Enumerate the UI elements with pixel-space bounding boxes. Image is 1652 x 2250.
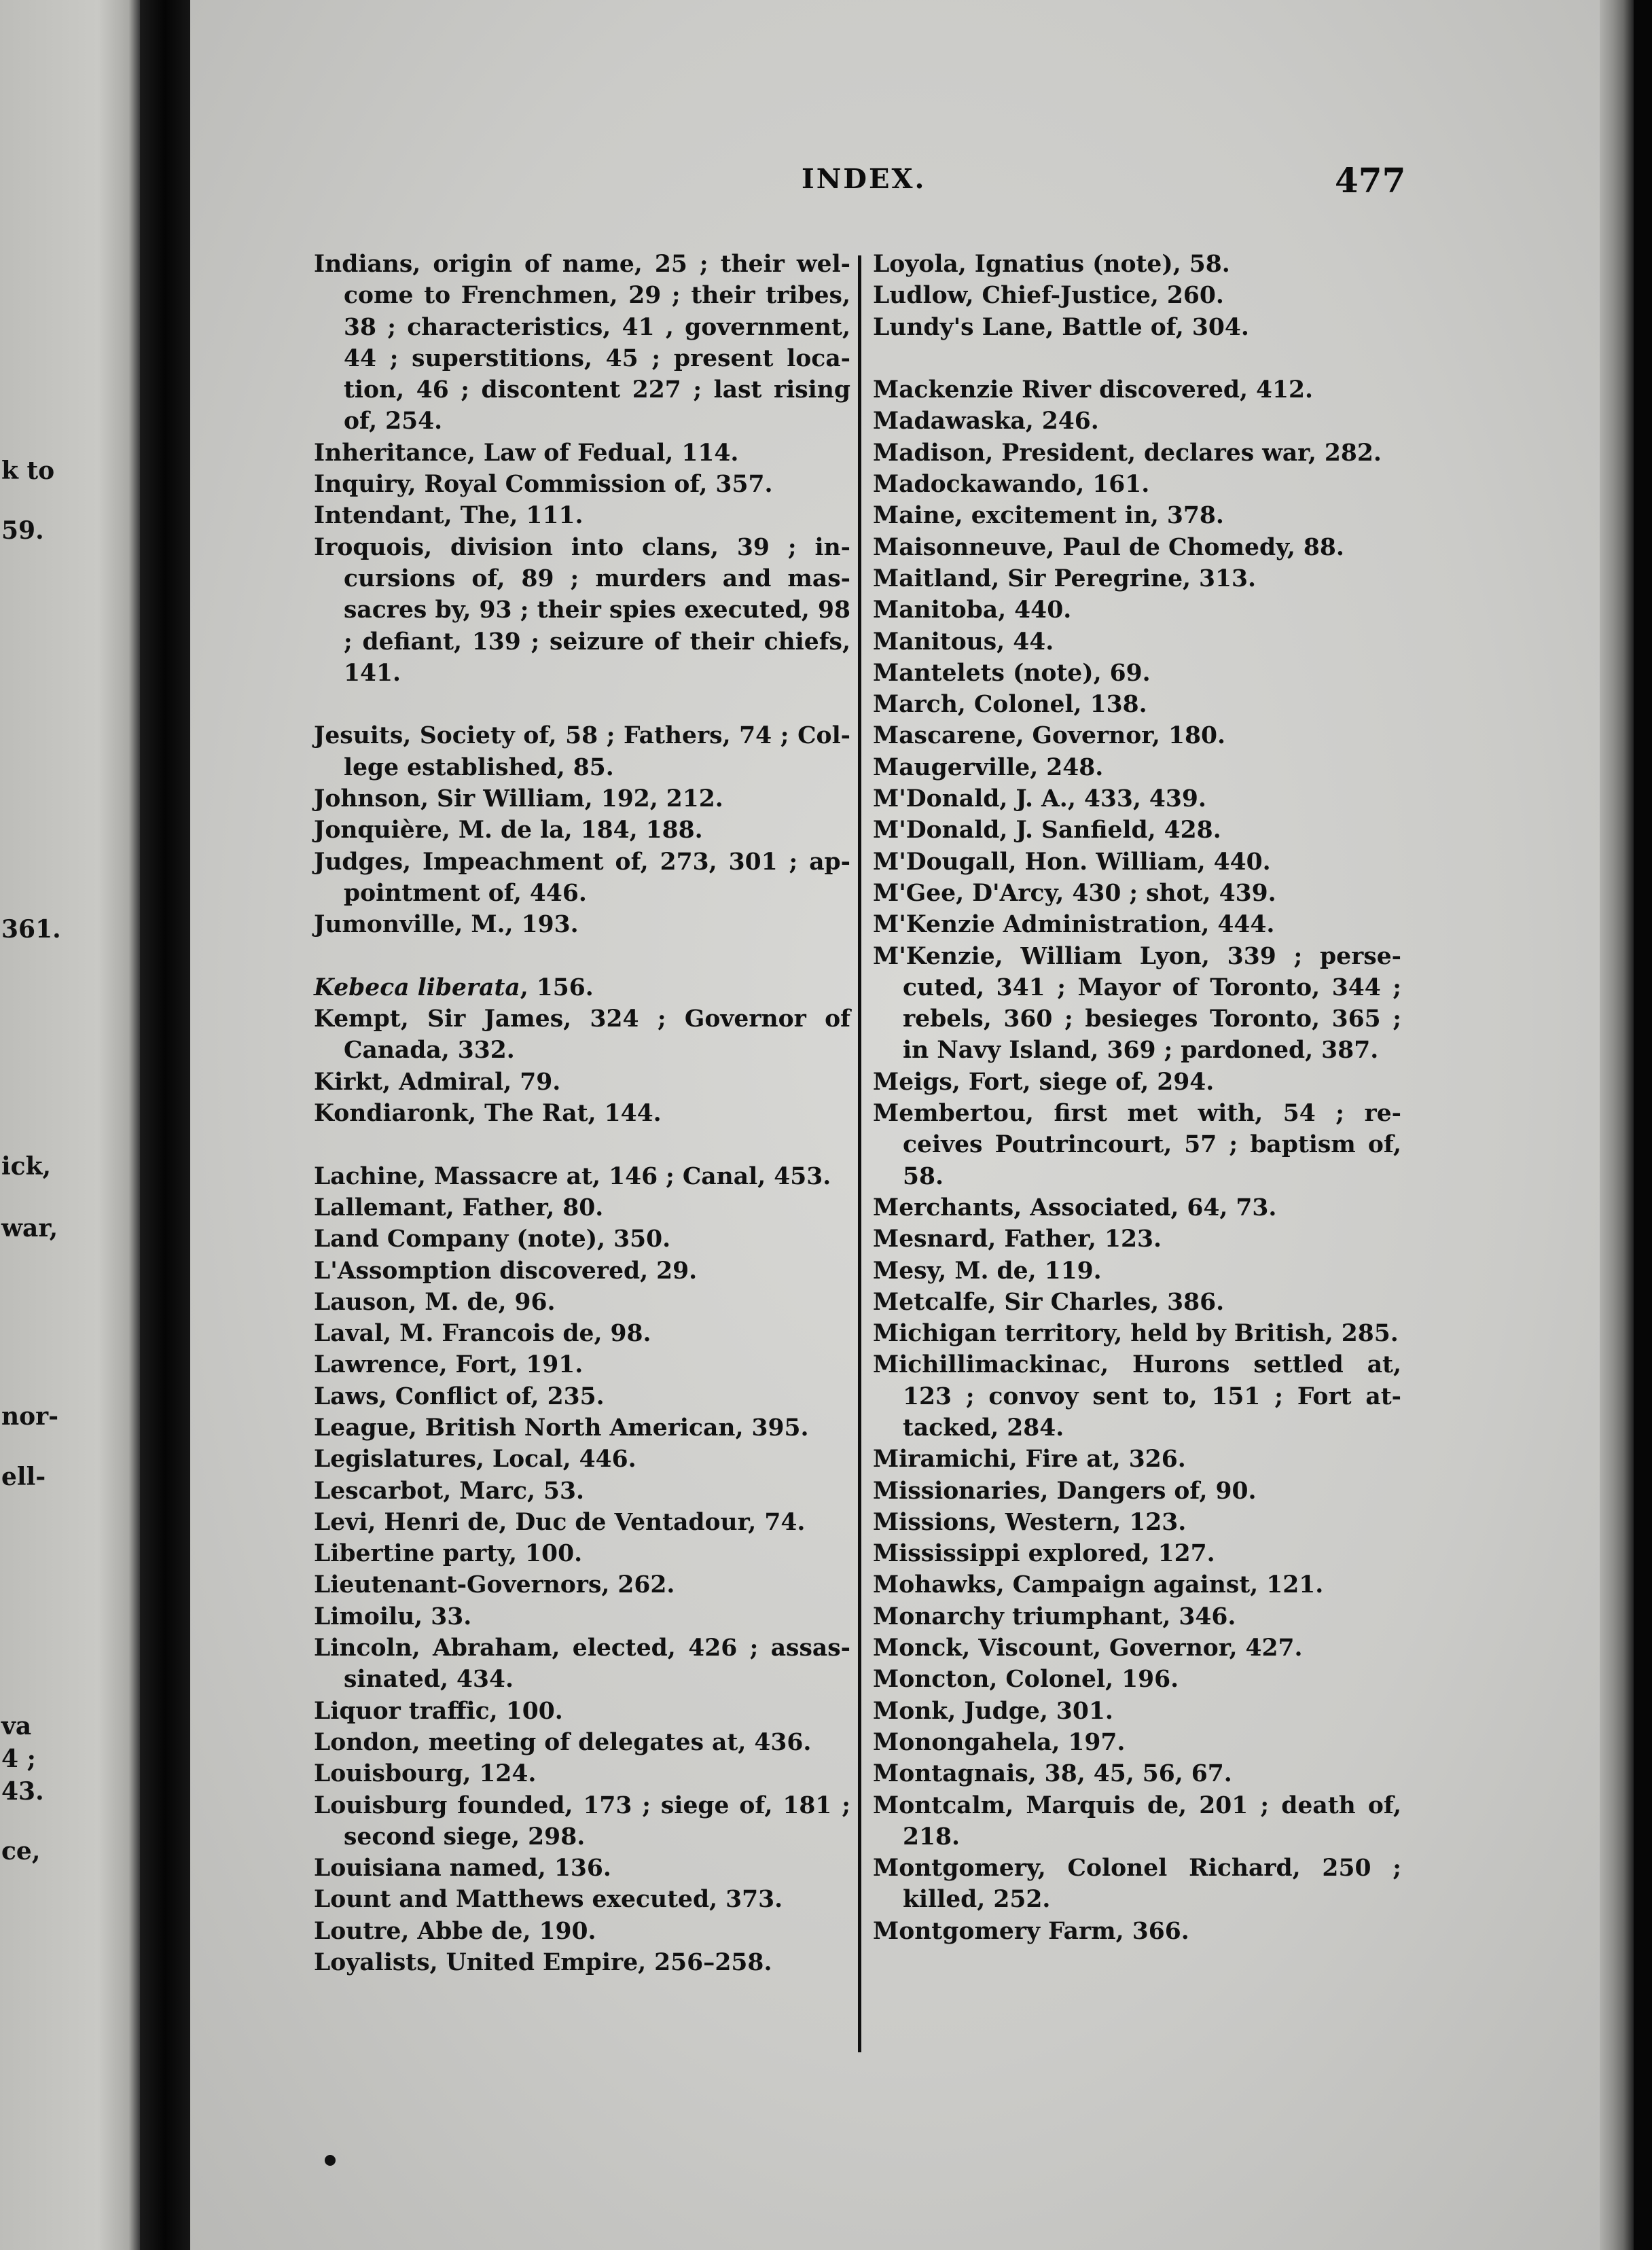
index-entry-text: League, British North American, 395. (314, 1414, 809, 1442)
index-entry (314, 532, 850, 689)
index-entry (314, 1569, 850, 1601)
index-entry-text: Kondiaronk, The Rat, 144. (314, 1100, 662, 1128)
index-entry (873, 720, 1401, 751)
index-entry-text: M'Donald, J. A., 433, 439. (873, 785, 1206, 813)
index-entry-text: Liquor traffic, 100. (314, 1697, 563, 1725)
index-entry-text: Louisiana named, 136. (314, 1855, 611, 1882)
index-entry-text: L'Assomption discovered, 29. (314, 1257, 698, 1285)
index-entry-text: Legislatures, Local, 446. (314, 1446, 636, 1474)
index-entry (873, 406, 1401, 437)
index-entry-text: Missions, Western, 123. (873, 1508, 1187, 1536)
index-entry-text: Laws, Conflict of, 235. (314, 1382, 605, 1410)
index-entry-text: Lallemant, Father, 80. (314, 1194, 604, 1221)
index-entry (873, 1790, 1401, 1853)
index-entry-text: Ludlow, Chief-Justice, 260. (873, 282, 1224, 310)
index-entry-text: Madawaska, 246. (873, 408, 1099, 435)
index-entry-text: Monarchy triumphant, 346. (873, 1603, 1236, 1630)
index-entry (314, 1790, 850, 1853)
facing-page-text-fragment: 59. (1, 516, 44, 545)
index-entry (873, 1287, 1401, 1318)
index-entry (873, 1507, 1401, 1538)
index-entry-text: M'Gee, D'Arcy, 430 ; shot, 439. (873, 879, 1276, 907)
index-entry-text: Lincoln, Abraham, elected, 426 ; assas-sinated, 434. (314, 1635, 850, 1694)
index-entry (314, 1412, 850, 1444)
index-entry-text: M'Donald, J. Sanfield, 428. (873, 817, 1221, 844)
facing-page-text-fragment: 361. (1, 915, 61, 944)
index-entry-text: Mesnard, Father, 123. (873, 1226, 1162, 1253)
index-entry-text: Maine, excitement in, 378. (873, 502, 1224, 530)
index-entry (314, 469, 850, 500)
index-entry (314, 1601, 850, 1632)
index-entry-text: Lachine, Massacre at, 146 ; Canal, 453. (314, 1162, 831, 1190)
index-entry-text: M'Dougall, Hon. William, 440. (873, 848, 1271, 876)
index-entry (873, 563, 1401, 594)
index-entry-text: London, meeting of delegates at, 436. (314, 1728, 812, 1756)
index-entry-text: Louisbourg, 124. (314, 1760, 537, 1788)
facing-page-text-fragment: war, (1, 1214, 58, 1243)
index-entry-text: Levi, Henri de, Duc de Ventadour, 74. (314, 1508, 806, 1536)
index-entry-text: Judges, Impeachment of, 273, 301 ; ap-pointment of, 446. (314, 848, 850, 907)
index-column-right (873, 249, 1401, 1947)
index-entry (314, 1947, 850, 1978)
index-entry-text: Jesuits, Society of, 58 ; Fathers, 74 ; Col-lege established, 85. (314, 722, 850, 781)
index-entry-text: Manitoba, 440. (873, 596, 1072, 624)
index-entry-text: Laval, M. Francois de, 98. (314, 1320, 651, 1348)
index-entry (314, 1003, 850, 1067)
index-entry (873, 1318, 1401, 1349)
index-entry-text: Montcalm, Marquis de, 201 ; death of, 218. (873, 1791, 1401, 1851)
index-entry-text: Montgomery Farm, 366. (873, 1917, 1189, 1945)
index-entry (314, 500, 850, 531)
index-entry (314, 1349, 850, 1380)
index-entry (873, 1192, 1401, 1224)
index-entry (873, 1727, 1401, 1758)
index-entry (873, 689, 1401, 720)
letter-section-gap (314, 689, 850, 720)
index-entry (314, 1067, 850, 1098)
index-entry-text: Libertine party, 100. (314, 1540, 583, 1568)
index-entry (873, 1476, 1401, 1507)
index-entry-text: Loyola, Ignatius (note), 58. (873, 251, 1230, 278)
index-entry-text: Kirkt, Admiral, 79. (314, 1068, 561, 1096)
index-entry (314, 1476, 850, 1507)
index-entry (873, 941, 1401, 1067)
index-entry (873, 1349, 1401, 1444)
index-entry-text: Lawrence, Fort, 191. (314, 1351, 583, 1379)
index-entry-text: Loutre, Abbe de, 190. (314, 1917, 596, 1945)
index-entry (314, 783, 850, 815)
index-entry-text: Loyalists, United Empire, 256–258. (314, 1949, 772, 1977)
index-entry-text: Miramichi, Fire at, 326. (873, 1446, 1186, 1474)
index-entry (873, 783, 1401, 815)
index-entry-text: Kempt, Sir James, 324 ; Governor of Canada, 332. (314, 1005, 850, 1065)
index-entry (873, 1255, 1401, 1287)
index-entry-text: Montagnais, 38, 45, 56, 67. (873, 1760, 1232, 1788)
index-entry (314, 1224, 850, 1255)
index-entry (873, 846, 1401, 878)
index-entry (314, 1916, 850, 1947)
index-entry (873, 1916, 1401, 1947)
index-entry-text: Lundy's Lane, Battle of, 304. (873, 313, 1249, 341)
index-entry-text: Louisburg founded, 173 ; siege of, 181 ; second siege, 298. (314, 1791, 850, 1851)
index-entry (873, 1632, 1401, 1664)
index-entry-text: M'Kenzie, William Lyon, 339 ; perse-cuted, 341 ; Mayor of Toronto, 344 ; rebels, 360 ; besieges Toronto, 365 ; in Navy Island, 369 ; pardoned, 387. (873, 942, 1401, 1065)
book-gutter (140, 0, 190, 2250)
index-entry-text: Monk, Judge, 301. (873, 1697, 1113, 1725)
index-entry (873, 1067, 1401, 1098)
letter-section-gap (314, 1129, 850, 1160)
index-entry-text: Maitland, Sir Peregrine, 313. (873, 565, 1257, 592)
index-entry-text: Jonquière, M. de la, 184, 188. (314, 817, 703, 844)
index-entry (873, 594, 1401, 626)
index-entry-text: Inquiry, Royal Commission of, 357. (314, 471, 773, 499)
index-entry-text: Montgomery, Colonel Richard, 250 ; killed, 252. (873, 1855, 1401, 1914)
index-entry (314, 249, 850, 438)
index-entry-text: Land Company (note), 350. (314, 1226, 671, 1253)
index-entry-text: Mackenzie River discovered, 412. (873, 376, 1314, 404)
index-entry (314, 1758, 850, 1789)
facing-page-text-fragment: ce, (1, 1837, 41, 1865)
index-entry (873, 1601, 1401, 1632)
index-entry-text: Indians, origin of name, 25 ; their wel-come to Frenchmen, 29 ; their tribes, 38 ; characteristics, 41 , government, 44 ; superstitions, 45 ; present loca-tion, 46 ; discontent 227 ; last rising of, 254. (314, 251, 850, 435)
index-entry (873, 626, 1401, 658)
index-entry-text: Mesy, M. de, 119. (873, 1257, 1102, 1285)
index-entry-text: Madison, President, declares war, 282. (873, 439, 1382, 467)
index-entry (314, 1853, 850, 1884)
index-entry (314, 1192, 850, 1224)
index-entry-text: Manitous, 44. (873, 628, 1054, 656)
index-entry-text: Madockawando, 161. (873, 471, 1150, 499)
facing-page-text-fragment: nor- (1, 1402, 59, 1431)
column-divider (858, 255, 861, 2052)
index-entry (873, 1853, 1401, 1916)
index-entry (873, 280, 1401, 311)
index-entry-text: Intendant, The, 111. (314, 502, 583, 530)
index-entry-text: Missionaries, Dangers of, 90. (873, 1477, 1257, 1505)
index-entry (873, 1538, 1401, 1569)
index-entry-text: Limoilu, 33. (314, 1603, 472, 1630)
facing-page-text-fragment: va (1, 1712, 32, 1740)
index-entry-text: March, Colonel, 138. (873, 691, 1147, 719)
index-entry (873, 658, 1401, 689)
facing-page-text-fragment: 4 ; (1, 1745, 36, 1773)
index-entry-text: Membertou, first met with, 54 ; re-ceives Poutrincourt, 57 ; baptism of, 58. (873, 1100, 1401, 1190)
letter-section-gap (873, 343, 1401, 374)
index-entry (873, 909, 1401, 940)
index-entry (873, 1444, 1401, 1475)
facing-page-text-fragment: k to (1, 457, 55, 485)
facing-page-edge (0, 0, 140, 2250)
index-entry-text: Jumonville, M., 193. (314, 911, 579, 939)
index-entry-text: Maugerville, 248. (873, 753, 1104, 781)
index-entry (873, 752, 1401, 783)
index-entry (314, 1381, 850, 1412)
index-entry-text: Moncton, Colonel, 196. (873, 1666, 1179, 1694)
index-entry-text: Mascarene, Governor, 180. (873, 722, 1225, 750)
index-entry (873, 374, 1401, 406)
index-entry-italic-title: Kebeca liberata (314, 974, 520, 1001)
index-entry (873, 878, 1401, 909)
index-entry-text: Lescarbot, Marc, 53. (314, 1477, 585, 1505)
ink-speck (325, 2155, 336, 2166)
index-entry (314, 1727, 850, 1758)
index-entry (873, 1696, 1401, 1727)
page-number: 477 (1335, 160, 1406, 200)
index-entry-text: Michillimackinac, Hurons settled at, 123 ; convoy sent to, 151 ; Fort at-tacked, 284. (873, 1351, 1401, 1442)
index-entry-text: Mohawks, Campaign against, 121. (873, 1571, 1324, 1599)
index-entry (314, 1161, 850, 1192)
index-entry (873, 438, 1401, 469)
running-head: INDEX. (802, 163, 927, 195)
index-entry-text: Merchants, Associated, 64, 73. (873, 1194, 1277, 1221)
index-entry (314, 1287, 850, 1318)
index-entry (873, 249, 1401, 280)
index-column-left (314, 249, 850, 1978)
index-entry-text: Iroquois, division into clans, 39 ; in-cursions of, 89 ; murders and mas-sacres by, 93 ; their spies executed, 98 ; defiant, 139 ; seizure of their chiefs, 141. (314, 533, 850, 687)
index-entry-text: Monongahela, 197. (873, 1728, 1126, 1756)
index-entry (314, 1318, 850, 1349)
index-entry (873, 1224, 1401, 1255)
index-entry (873, 1664, 1401, 1695)
index-entry (314, 972, 850, 1003)
index-entry (314, 815, 850, 846)
facing-page-text-fragment: ick, (1, 1152, 52, 1181)
index-entry (314, 1632, 850, 1696)
facing-page-text-fragment: 43. (1, 1777, 44, 1806)
index-entry (314, 1444, 850, 1475)
index-entry (873, 469, 1401, 500)
index-entry (314, 1884, 850, 1915)
index-entry (873, 1758, 1401, 1789)
index-entry-text: Meigs, Fort, siege of, 294. (873, 1068, 1215, 1096)
index-entry-text: Michigan territory, held by British, 285. (873, 1320, 1399, 1348)
index-entry (314, 1255, 850, 1287)
index-entry-text: Lauson, M. de, 96. (314, 1288, 556, 1316)
index-entry-text: Johnson, Sir William, 192, 212. (314, 785, 723, 813)
index-entry (873, 500, 1401, 531)
index-entry-text: M'Kenzie Administration, 444. (873, 911, 1275, 939)
index-entry (314, 1507, 850, 1538)
index-entry-text: Inheritance, Law of Fedual, 114. (314, 439, 739, 467)
letter-section-gap (314, 941, 850, 972)
index-entry-text: Lieutenant-Governors, 262. (314, 1571, 675, 1599)
index-entry (314, 846, 850, 910)
index-entry-text: Metcalfe, Sir Charles, 386. (873, 1288, 1225, 1316)
index-entry-text: Lount and Matthews executed, 373. (314, 1886, 783, 1914)
facing-page-text-fragment: ell- (1, 1463, 46, 1491)
page-edge-shadow (1600, 0, 1634, 2250)
index-entry (314, 720, 850, 783)
index-entry-text: Mississippi explored, 127. (873, 1540, 1215, 1568)
index-entry (873, 312, 1401, 343)
index-entry (873, 815, 1401, 846)
index-entry (314, 438, 850, 469)
index-entry (314, 1098, 850, 1129)
index-entry-text: Monck, Viscount, Governor, 427. (873, 1635, 1303, 1662)
index-entry (314, 1696, 850, 1727)
index-entry-text: Mantelets (note), 69. (873, 659, 1151, 687)
index-entry-text: Maisonneuve, Paul de Chomedy, 88. (873, 533, 1344, 561)
index-entry (314, 909, 850, 940)
index-entry (314, 1538, 850, 1569)
index-entry (873, 1569, 1401, 1601)
index-entry-text: , 156. (520, 974, 594, 1001)
index-entry (873, 532, 1401, 563)
index-entry (873, 1098, 1401, 1192)
